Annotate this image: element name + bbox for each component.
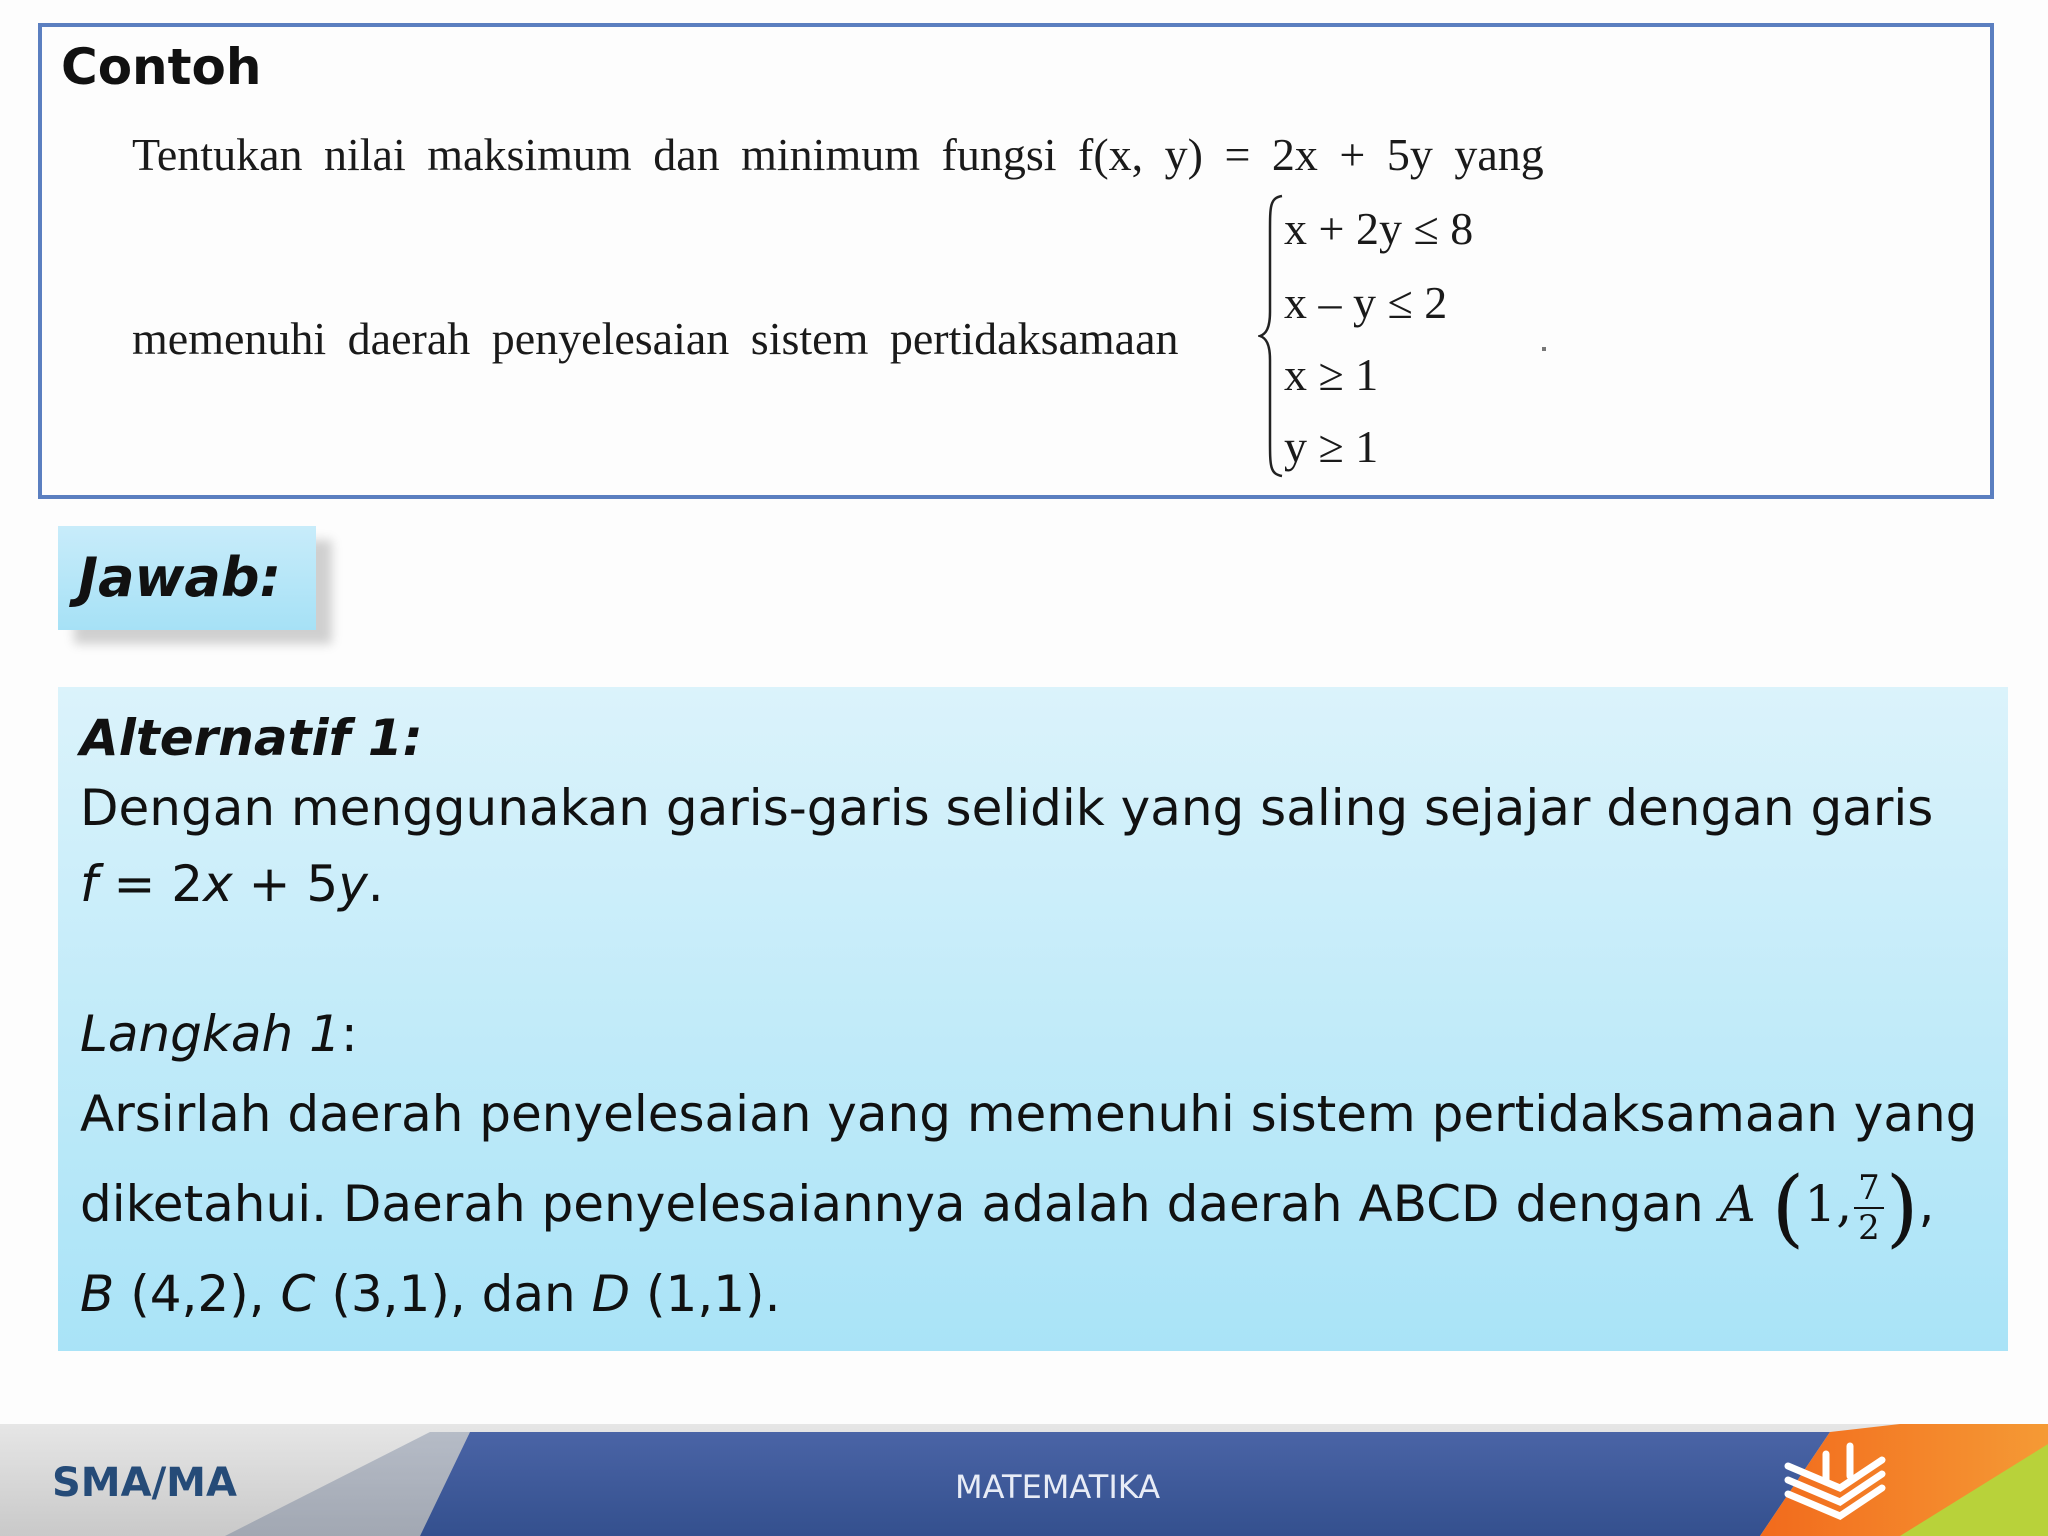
stray-dot: [1542, 347, 1546, 351]
step-line-3: [80, 1265, 780, 1323]
formula-f: f: [80, 855, 98, 913]
books-logo-icon: [1780, 1440, 1890, 1530]
point-a-label: A: [1719, 1175, 1756, 1233]
answer-label-box: [58, 526, 316, 630]
fraction-denominator: 2: [1858, 1207, 1880, 1248]
formula-x: x: [203, 855, 233, 913]
alternative-formula: [80, 855, 384, 913]
alternative-title: Alternatif 1:: [80, 709, 423, 767]
point-d-coord: (1,1).: [630, 1265, 781, 1323]
formula-end: .: [367, 855, 384, 913]
formula-mid: = 2: [97, 855, 204, 913]
inequality-3: x ≥ 1: [1284, 349, 1379, 400]
step-title: Langkah 1: [80, 1005, 341, 1063]
example-box: [38, 23, 1994, 499]
formula-plus: + 5: [232, 855, 339, 913]
footer-level: SMA/MA: [52, 1460, 237, 1506]
inequality-2: x – y ≤ 2: [1284, 277, 1448, 328]
formula-y: y: [338, 855, 368, 913]
close-paren-icon: ): [1885, 1158, 1919, 1257]
inequality-1: x + 2y ≤ 8: [1284, 203, 1474, 254]
fraction-seven-halves: [1854, 1169, 1884, 1247]
point-d-label: D: [591, 1265, 631, 1323]
example-title: Contoh: [61, 38, 262, 96]
point-b-coord: (4,2),: [114, 1265, 281, 1323]
point-b-label: B: [80, 1265, 115, 1323]
answer-panel: [58, 687, 2008, 1351]
answer-label: Jawab:: [78, 546, 282, 609]
footer-subject: MATEMATIKA: [955, 1468, 1161, 1506]
step-line-1: Arsirlah daerah penyelesaian yang memenuhi sistem pertidaksamaan yang: [80, 1085, 1978, 1143]
curly-brace-icon: [1258, 192, 1284, 480]
step-line-2-text: diketahui. Daerah penyelesaiannya adalah daerah ABCD dengan: [80, 1175, 1720, 1233]
step-colon: :: [340, 1005, 358, 1063]
point-c-coord: (3,1), dan: [315, 1265, 592, 1323]
step-title-line: [80, 1005, 358, 1063]
point-a-x: 1,: [1804, 1175, 1853, 1233]
inequality-4: y ≥ 1: [1284, 421, 1379, 472]
point-a-after: ,: [1918, 1175, 1935, 1233]
point-c-label: C: [280, 1265, 316, 1323]
fraction-numerator: 7: [1854, 1169, 1884, 1209]
step-line-2: [80, 1158, 1935, 1257]
question-line-1: Tentukan nilai maksimum dan minimum fungsi f(x, y) = 2x + 5y yang: [132, 129, 1544, 180]
alternative-line-1: Dengan menggunakan garis-garis selidik yang saling sejajar dengan garis: [80, 779, 1934, 837]
question-line-2: memenuhi daerah penyelesaian sistem pertidaksamaan: [132, 313, 1179, 364]
open-paren-icon: (: [1771, 1158, 1805, 1257]
